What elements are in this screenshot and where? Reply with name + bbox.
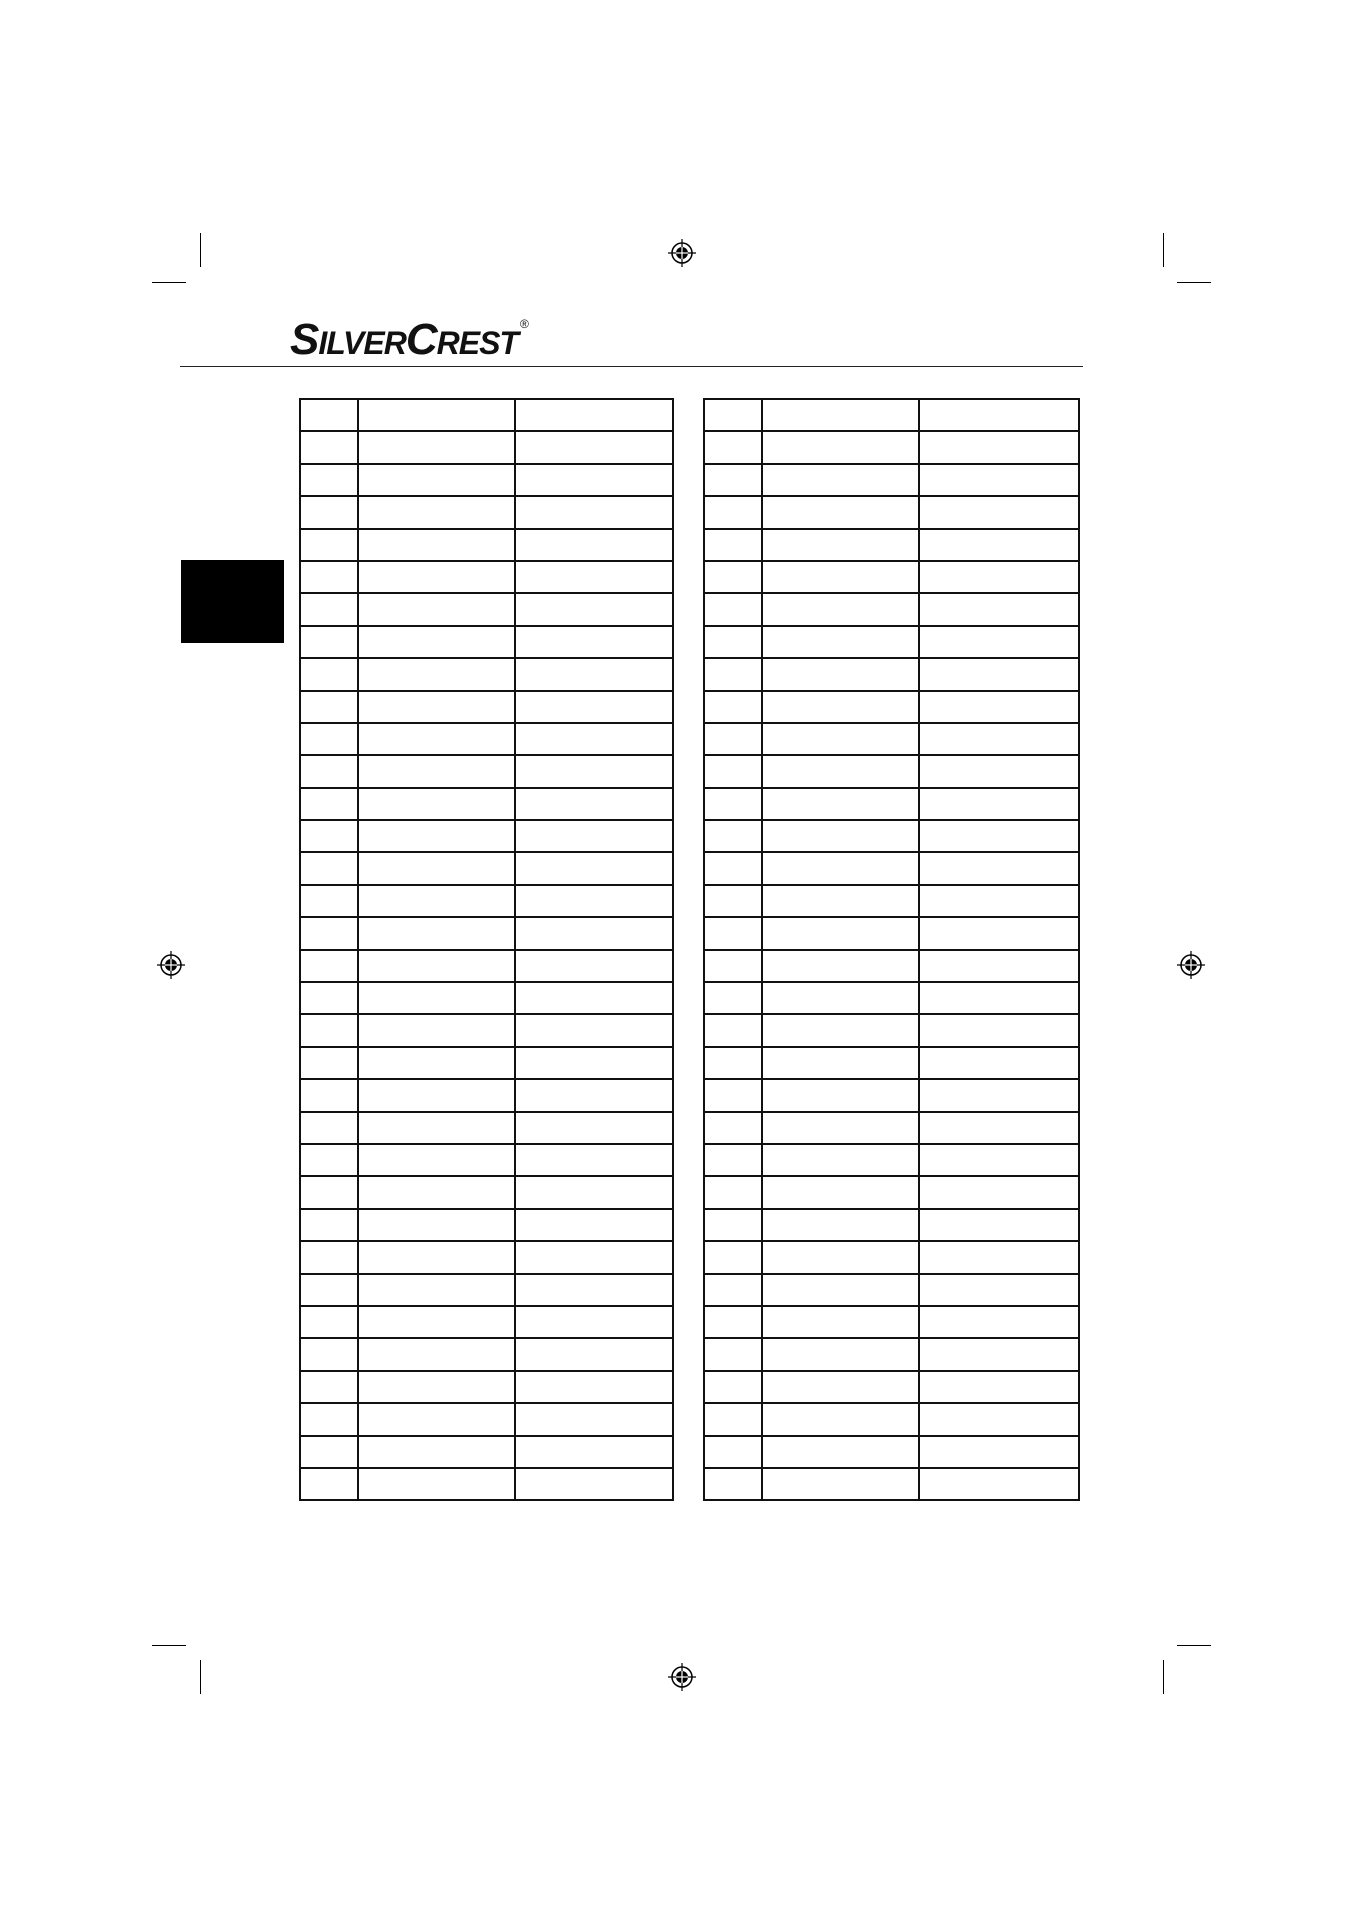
table-cell xyxy=(919,1306,1079,1338)
table-row xyxy=(300,1338,673,1370)
table-cell xyxy=(515,1014,673,1046)
table-cell xyxy=(300,820,358,852)
table-cell xyxy=(515,1241,673,1273)
table-row xyxy=(704,626,1079,658)
table-cell xyxy=(515,1338,673,1370)
table-cell xyxy=(358,529,515,561)
table-cell xyxy=(762,1144,919,1176)
table-cell xyxy=(704,1274,762,1306)
table-cell xyxy=(919,464,1079,496)
table-cell xyxy=(704,593,762,625)
brand-logo xyxy=(290,315,528,364)
table-cell xyxy=(762,1241,919,1273)
table-row xyxy=(704,1306,1079,1338)
table-cell xyxy=(358,1047,515,1079)
table-cell xyxy=(300,1112,358,1144)
table-cell xyxy=(762,691,919,723)
table-cell xyxy=(358,982,515,1014)
table-row xyxy=(300,1468,673,1500)
table-cell xyxy=(919,1047,1079,1079)
table-row xyxy=(704,1403,1079,1435)
registered-mark: ® xyxy=(519,317,528,331)
table-cell xyxy=(358,561,515,593)
table-cell xyxy=(919,1112,1079,1144)
table-row xyxy=(300,561,673,593)
table-cell xyxy=(762,593,919,625)
table-cell xyxy=(515,1306,673,1338)
table-cell xyxy=(358,1112,515,1144)
table-cell xyxy=(704,1403,762,1435)
table-cell xyxy=(704,1241,762,1273)
table-cell xyxy=(515,820,673,852)
table-cell xyxy=(919,723,1079,755)
table-cell xyxy=(762,1176,919,1208)
table-cell xyxy=(300,788,358,820)
table-cell xyxy=(515,691,673,723)
table-row xyxy=(300,1209,673,1241)
table-cell xyxy=(704,1047,762,1079)
table-cell xyxy=(704,788,762,820)
table-cell xyxy=(704,852,762,884)
table-cell xyxy=(300,1209,358,1241)
table-cell xyxy=(762,1014,919,1046)
table-cell xyxy=(515,561,673,593)
table-cell xyxy=(919,755,1079,787)
table-cell xyxy=(515,1468,673,1500)
table-cell xyxy=(515,1436,673,1468)
table-cell xyxy=(300,885,358,917)
table-row xyxy=(704,755,1079,787)
table-cell xyxy=(300,626,358,658)
table-cell xyxy=(919,1209,1079,1241)
table-cell xyxy=(300,431,358,463)
table-cell xyxy=(919,1274,1079,1306)
table-cell xyxy=(919,1371,1079,1403)
table-cell xyxy=(919,820,1079,852)
table-row xyxy=(300,626,673,658)
table-cell xyxy=(919,1079,1079,1111)
table-cell xyxy=(919,1176,1079,1208)
table-cell xyxy=(762,788,919,820)
table-cell xyxy=(300,1371,358,1403)
table-row xyxy=(704,1371,1079,1403)
table-cell xyxy=(300,852,358,884)
table-cell xyxy=(515,788,673,820)
table-row xyxy=(704,723,1079,755)
table-cell xyxy=(704,723,762,755)
table-cell xyxy=(300,561,358,593)
table-cell xyxy=(300,496,358,528)
table-cell xyxy=(919,1468,1079,1500)
table-cell xyxy=(762,820,919,852)
registration-mark-top-icon xyxy=(668,239,696,267)
table-cell xyxy=(762,399,919,431)
table-cell xyxy=(762,529,919,561)
table-row xyxy=(300,950,673,982)
table-row xyxy=(300,658,673,690)
table-cell xyxy=(515,885,673,917)
table-row xyxy=(300,788,673,820)
table-cell xyxy=(515,1112,673,1144)
table-row xyxy=(300,464,673,496)
table-row xyxy=(300,691,673,723)
crop-mark-bottom-right-vertical xyxy=(1163,1660,1164,1694)
table-cell xyxy=(919,529,1079,561)
table-cell xyxy=(358,1403,515,1435)
table-cell xyxy=(704,1436,762,1468)
registration-mark-right-icon xyxy=(1177,951,1205,979)
table-cell xyxy=(300,399,358,431)
table-cell xyxy=(300,1176,358,1208)
table-cell xyxy=(515,1209,673,1241)
table-cell xyxy=(358,788,515,820)
table-cell xyxy=(358,431,515,463)
table-row xyxy=(704,788,1079,820)
table-cell xyxy=(704,820,762,852)
table-cell xyxy=(515,593,673,625)
table-cell xyxy=(919,626,1079,658)
table-row xyxy=(704,561,1079,593)
table-row xyxy=(704,820,1079,852)
table-right xyxy=(703,398,1080,1501)
crop-mark-top-right-horizontal xyxy=(1177,282,1211,283)
table-cell xyxy=(358,1241,515,1273)
table-cell xyxy=(358,464,515,496)
table-cell xyxy=(762,917,919,949)
table-cell xyxy=(358,1338,515,1370)
table-cell xyxy=(515,1047,673,1079)
table-row xyxy=(704,1468,1079,1500)
table-cell xyxy=(358,852,515,884)
table-row xyxy=(300,755,673,787)
table-cell xyxy=(704,691,762,723)
table-row xyxy=(300,529,673,561)
table-cell xyxy=(919,950,1079,982)
table-cell xyxy=(762,1274,919,1306)
table-cell xyxy=(919,496,1079,528)
table-cell xyxy=(515,1371,673,1403)
table-row xyxy=(300,1371,673,1403)
table-row xyxy=(300,593,673,625)
table-cell xyxy=(300,529,358,561)
table-cell xyxy=(515,852,673,884)
table-row xyxy=(704,691,1079,723)
table-row xyxy=(300,1047,673,1079)
table-row xyxy=(704,1014,1079,1046)
table-cell xyxy=(919,852,1079,884)
table-row xyxy=(704,885,1079,917)
table-row xyxy=(300,1274,673,1306)
table-cell xyxy=(300,1403,358,1435)
table-cell xyxy=(358,755,515,787)
table-cell xyxy=(762,1209,919,1241)
table-cell xyxy=(762,852,919,884)
crop-mark-top-left-horizontal xyxy=(152,282,186,283)
crop-mark-bottom-left-vertical xyxy=(200,1660,201,1694)
table-row xyxy=(704,529,1079,561)
table-row xyxy=(704,852,1079,884)
table-cell xyxy=(515,399,673,431)
table-cell xyxy=(704,755,762,787)
table-cell xyxy=(358,1079,515,1111)
table-cell xyxy=(762,1112,919,1144)
crop-mark-bottom-left-horizontal xyxy=(152,1645,186,1646)
table-cell xyxy=(704,658,762,690)
table-row xyxy=(704,1274,1079,1306)
table-cell xyxy=(919,1436,1079,1468)
registration-mark-bottom-icon xyxy=(668,1663,696,1691)
table-cell xyxy=(358,723,515,755)
table-row xyxy=(300,1176,673,1208)
table-row xyxy=(300,982,673,1014)
table-cell xyxy=(762,626,919,658)
table-cell xyxy=(704,885,762,917)
table-cell xyxy=(515,431,673,463)
table-row xyxy=(300,431,673,463)
table-row xyxy=(704,431,1079,463)
table-cell xyxy=(919,593,1079,625)
table-cell xyxy=(515,464,673,496)
table-cell xyxy=(300,1047,358,1079)
table-cell xyxy=(515,658,673,690)
table-cell xyxy=(762,658,919,690)
table-cell xyxy=(515,723,673,755)
table-row xyxy=(300,1112,673,1144)
table-cell xyxy=(704,626,762,658)
table-cell xyxy=(704,1306,762,1338)
table-cell xyxy=(919,658,1079,690)
table-cell xyxy=(358,399,515,431)
table-cell xyxy=(919,788,1079,820)
table-cell xyxy=(300,1468,358,1500)
table-cell xyxy=(704,1468,762,1500)
table-cell xyxy=(515,917,673,949)
table-cell xyxy=(919,885,1079,917)
table-cell xyxy=(515,1403,673,1435)
table-cell xyxy=(300,1338,358,1370)
table-row xyxy=(704,982,1079,1014)
table-cell xyxy=(704,1079,762,1111)
table-cell xyxy=(358,1436,515,1468)
table-row xyxy=(300,1144,673,1176)
table-cell xyxy=(704,496,762,528)
table-cell xyxy=(762,1079,919,1111)
table-row xyxy=(300,852,673,884)
table-cell xyxy=(358,1014,515,1046)
brand-rest-2: REST xyxy=(436,325,518,361)
table-cell xyxy=(358,950,515,982)
table-cell xyxy=(358,1144,515,1176)
table-cell xyxy=(919,1144,1079,1176)
table-row xyxy=(300,1403,673,1435)
table-cell xyxy=(358,820,515,852)
crop-mark-top-left-vertical xyxy=(200,233,201,267)
table-row xyxy=(300,1014,673,1046)
table-cell xyxy=(762,496,919,528)
crop-mark-bottom-right-horizontal xyxy=(1177,1645,1211,1646)
table-row xyxy=(704,496,1079,528)
table-cell xyxy=(762,1047,919,1079)
table-cell xyxy=(704,1338,762,1370)
table-cell xyxy=(300,464,358,496)
table-cell xyxy=(919,1338,1079,1370)
table-cell xyxy=(704,982,762,1014)
brand-rest-1: ILVER xyxy=(318,325,406,361)
table-row xyxy=(300,496,673,528)
table-cell xyxy=(919,1403,1079,1435)
brand-initial-1: S xyxy=(290,315,319,364)
table-cell xyxy=(762,431,919,463)
table-cell xyxy=(762,723,919,755)
table-cell xyxy=(358,691,515,723)
table-cell xyxy=(358,1274,515,1306)
table-cell xyxy=(300,593,358,625)
table-cell xyxy=(300,1079,358,1111)
table-cell xyxy=(358,1371,515,1403)
table-cell xyxy=(919,917,1079,949)
table-cell xyxy=(300,982,358,1014)
table-cell xyxy=(704,917,762,949)
table-cell xyxy=(704,950,762,982)
table-cell xyxy=(919,431,1079,463)
table-cell xyxy=(358,885,515,917)
table-cell xyxy=(358,593,515,625)
table-row xyxy=(704,1112,1079,1144)
table-cell xyxy=(762,464,919,496)
table-cell xyxy=(704,1176,762,1208)
table-cell xyxy=(515,1079,673,1111)
table-row xyxy=(704,1338,1079,1370)
table-cell xyxy=(704,399,762,431)
table-cell xyxy=(704,1014,762,1046)
table-cell xyxy=(704,1209,762,1241)
table-cell xyxy=(358,1209,515,1241)
language-tab-marker xyxy=(181,560,284,643)
table-row xyxy=(704,1209,1079,1241)
table-cell xyxy=(300,1014,358,1046)
table-cell xyxy=(515,982,673,1014)
table-cell xyxy=(300,755,358,787)
table-row xyxy=(704,1144,1079,1176)
table-cell xyxy=(919,1014,1079,1046)
table-row xyxy=(300,885,673,917)
table-row xyxy=(300,1436,673,1468)
table-cell xyxy=(704,1112,762,1144)
table-cell xyxy=(762,1403,919,1435)
brand-initial-2: C xyxy=(405,315,437,364)
table-cell xyxy=(358,1176,515,1208)
table-cell xyxy=(300,723,358,755)
table-row xyxy=(704,1436,1079,1468)
table-cell xyxy=(762,1306,919,1338)
table-cell xyxy=(704,561,762,593)
table-cell xyxy=(515,496,673,528)
table-row xyxy=(704,1047,1079,1079)
table-row xyxy=(704,1176,1079,1208)
table-cell xyxy=(762,1338,919,1370)
table-cell xyxy=(704,1144,762,1176)
table-cell xyxy=(919,399,1079,431)
table-row xyxy=(704,950,1079,982)
table-row xyxy=(704,658,1079,690)
table-row xyxy=(300,723,673,755)
table-row xyxy=(300,1079,673,1111)
table-row xyxy=(300,1241,673,1273)
table-cell xyxy=(300,691,358,723)
table-left xyxy=(299,398,674,1501)
table-cell xyxy=(358,496,515,528)
table-cell xyxy=(919,1241,1079,1273)
table-cell xyxy=(515,950,673,982)
table-cell xyxy=(704,1371,762,1403)
crop-mark-top-right-vertical xyxy=(1163,233,1164,267)
table-cell xyxy=(704,431,762,463)
table-row xyxy=(300,917,673,949)
table-row xyxy=(704,399,1079,431)
table-cell xyxy=(762,1436,919,1468)
table-cell xyxy=(358,917,515,949)
table-cell xyxy=(762,1468,919,1500)
table-cell xyxy=(762,561,919,593)
table-cell xyxy=(515,529,673,561)
table-row xyxy=(704,593,1079,625)
table-cell xyxy=(358,658,515,690)
table-cell xyxy=(358,1306,515,1338)
table-cell xyxy=(300,1306,358,1338)
table-row xyxy=(300,399,673,431)
table-row xyxy=(704,464,1079,496)
table-cell xyxy=(919,691,1079,723)
table-cell xyxy=(515,626,673,658)
table-cell xyxy=(762,950,919,982)
table-cell xyxy=(300,1144,358,1176)
table-cell xyxy=(762,755,919,787)
table-cell xyxy=(300,1274,358,1306)
table-cell xyxy=(358,626,515,658)
table-cell xyxy=(704,464,762,496)
table-row xyxy=(704,917,1079,949)
table-row xyxy=(704,1241,1079,1273)
table-cell xyxy=(762,982,919,1014)
table-cell xyxy=(515,1144,673,1176)
table-cell xyxy=(358,1468,515,1500)
table-cell xyxy=(515,755,673,787)
table-cell xyxy=(300,917,358,949)
table-row xyxy=(300,1306,673,1338)
table-cell xyxy=(919,982,1079,1014)
header-rule xyxy=(180,366,1083,367)
table-cell xyxy=(300,1436,358,1468)
table-cell xyxy=(515,1176,673,1208)
table-cell xyxy=(919,561,1079,593)
table-cell xyxy=(762,1371,919,1403)
table-row xyxy=(300,820,673,852)
table-cell xyxy=(300,1241,358,1273)
table-cell xyxy=(762,885,919,917)
table-row xyxy=(704,1079,1079,1111)
table-cell xyxy=(515,1274,673,1306)
registration-mark-left-icon xyxy=(157,951,185,979)
table-cell xyxy=(300,950,358,982)
table-cell xyxy=(300,658,358,690)
table-cell xyxy=(704,529,762,561)
